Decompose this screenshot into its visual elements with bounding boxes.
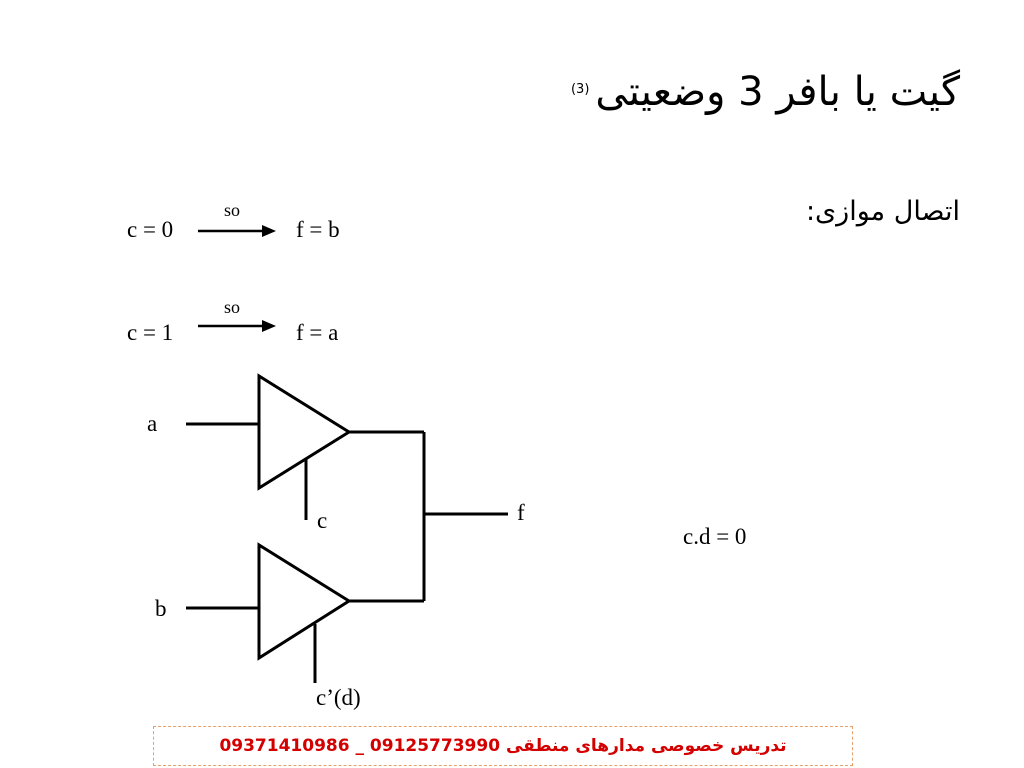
rule-2-arrow-label: so — [224, 297, 241, 317]
title-text: گیت یا بافر 3 وضعیتی — [595, 69, 960, 115]
input-b-label: b — [155, 596, 167, 621]
footer-banner — [153, 726, 853, 766]
control-c-label: c — [317, 508, 328, 533]
tristate-buffer-bottom — [259, 545, 349, 658]
output-f-label: f — [517, 500, 525, 525]
control-cd-label: c’(d) — [316, 685, 361, 710]
rule-2-arrow — [198, 320, 276, 332]
parallel-connection-heading: اتصال موازی: — [805, 196, 960, 227]
constraint-equation: c.d = 0 — [683, 524, 747, 549]
rule-2-condition: c = 1 — [127, 320, 174, 345]
input-a-label: a — [147, 411, 158, 436]
rule-1-result: f = b — [296, 217, 340, 242]
tristate-buffer-top — [259, 376, 349, 488]
rule-2-result: f = a — [296, 320, 339, 345]
rule-1-arrow — [198, 225, 276, 237]
footer-text: تدریس خصوصی مدارهای منطقی 09125773990 _ 09371410986 — [219, 736, 787, 756]
rule-1-condition: c = 0 — [127, 217, 174, 242]
title-note: (3) — [570, 82, 590, 97]
rule-1-arrow-label: so — [224, 200, 241, 220]
